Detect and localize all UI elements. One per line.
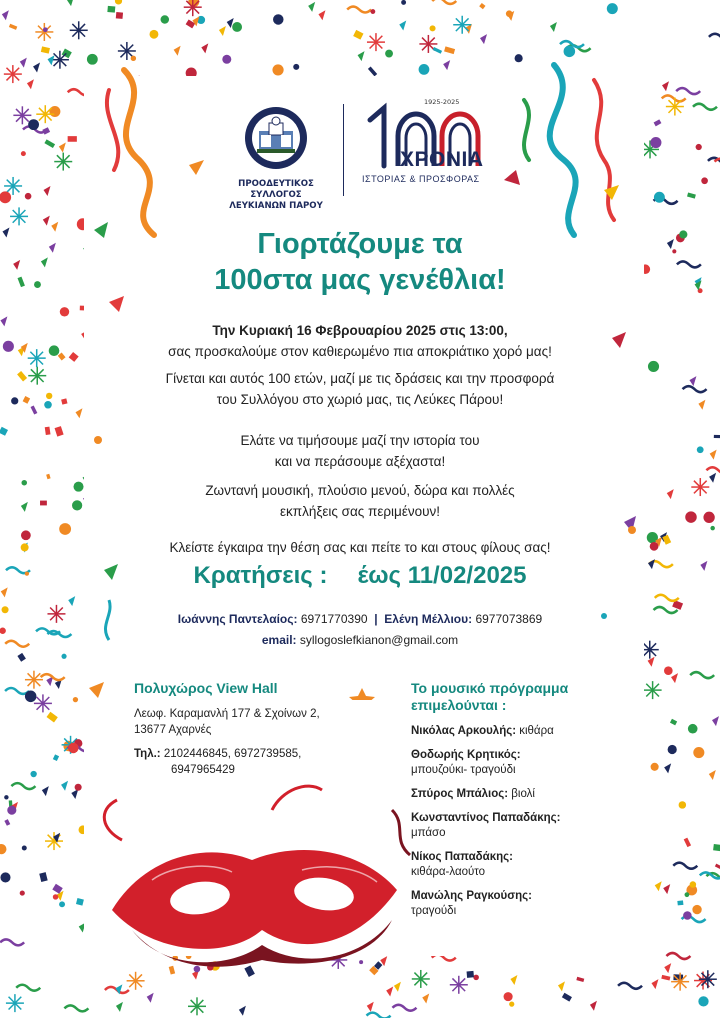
carnival-mask-icon [92,770,422,970]
club-seal-icon [243,105,309,171]
intro-line2: σας προσκαλούμε στον καθιερωμένο πια αποκριάτικο χορό μας! [168,344,552,359]
musician-list [411,724,621,919]
venue-address-line2: 13677 Αχαρνές [134,724,212,736]
musician-item [411,850,621,880]
email-line [110,633,610,647]
music-title-line1: Το μουσικό πρόγραμμα [411,680,569,696]
intro-date: Την Κυριακή 16 Φεβρουαρίου 2025 στις 13:00, [212,323,508,338]
booking-line [110,562,610,590]
club-name-line1: ΠΡΟΟΔΕΥΤΙΚΟΣ ΣΥΛΛΟΓΟΣ [238,179,314,200]
musician-name: Θοδωρής Κρητικός: [411,749,521,761]
venue-tel-line1[interactable]: 2102446845, 6972739585, [163,748,302,760]
email-label: email: [261,633,297,647]
contacts-line [110,612,610,626]
intro-line1 [110,321,610,341]
intro-line4: του Συλλόγου στο χωριό μας, τις Λεύκες Πάρου! [216,392,504,407]
musician-instrument: βιολί [511,788,535,800]
club-logo [222,105,330,212]
contact-name: Ελένη Μέλλιου: [384,612,473,626]
anniversary-subtitle: ΙΣΤΟΡΙΑΣ & ΠΡΟΣΦΟΡΑΣ [362,174,480,184]
musician-item [411,811,621,841]
headline-line2: 100στα μας γενέθλια! [214,264,506,296]
musician-item [411,889,621,919]
contact-separator: | [374,612,378,626]
invite-line3: Ζωντανή μουσική, πλούσιο μενού, δώρα και πολλές [205,483,515,498]
musician-instrument: τραγούδι [411,905,457,917]
contact-phone[interactable]: 6977073869 [475,612,543,626]
venue-address-line1: Λεωφ. Καραμανλή 177 & Σχοίνων 2, [134,708,320,720]
music-block [411,680,621,928]
reserve-note: Κλείστε έγκαιρα την θέση σας και πείτε το και στους φίλους σας! [169,540,551,555]
email-link[interactable]: syllogoslefkianon@gmail.com [299,633,459,647]
contact-name: Ιωάννης Παντελαίος: [177,612,298,626]
invite-line4: εκπλήξεις σας περιμένουν! [279,504,440,519]
music-title-line2: επιμελούνται : [411,697,507,713]
anniversary-logo [356,98,506,198]
musician-name: Σπύρος Μπάλιος: [411,788,509,800]
musician-name: Νίκος Παπαδάκης: [411,851,513,863]
musician-name: Νικόλας Αρκουλής: [411,725,517,737]
venue-tel-label: Τηλ.: [134,748,161,760]
invite-line2: και να περάσουμε αξέχαστα! [274,454,446,469]
logo-divider [343,104,344,196]
musician-instrument: κιθάρα-λαούτο [411,866,486,878]
venue-title: Πολυχώρος View Hall [134,680,278,696]
booking-label: Κρατήσεις : [193,562,328,589]
anniversary-word: ΧΡΟΝΙΑ [400,148,484,171]
music-title [411,680,621,714]
anniversary-years: 1925-2025 [424,98,460,106]
musician-instrument: μπάσο [411,827,446,839]
musician-instrument: κιθάρα [519,725,554,737]
musician-item [411,724,621,739]
intro-line3: Γίνεται και αυτός 100 ετών, μαζί με τις δράσεις και την προσφορά [165,371,555,386]
contact-phone[interactable]: 6971770390 [300,612,368,626]
musician-name: Κωνσταντίνος Παπαδάκης: [411,812,561,824]
invite-line1: Ελάτε να τιμήσουμε μαζί την ιστορία του [240,433,480,448]
musician-name: Μανώλης Ραγκούσης: [411,890,532,902]
booking-deadline: έως 11/02/2025 [357,562,527,589]
headline-line1: Γιορτάζουμε τα [257,228,463,260]
venue-tel-line2[interactable]: 6947965429 [171,764,235,776]
musician-item [411,787,621,802]
musician-item [411,748,621,778]
club-name-line2: ΛΕΥΚΙΑΝΩΝ ΠΑΡΟΥ [229,201,323,211]
venue-block [134,680,364,778]
musician-instrument: μπουζούκι- τραγούδι [411,764,516,776]
venue-address [134,706,364,738]
